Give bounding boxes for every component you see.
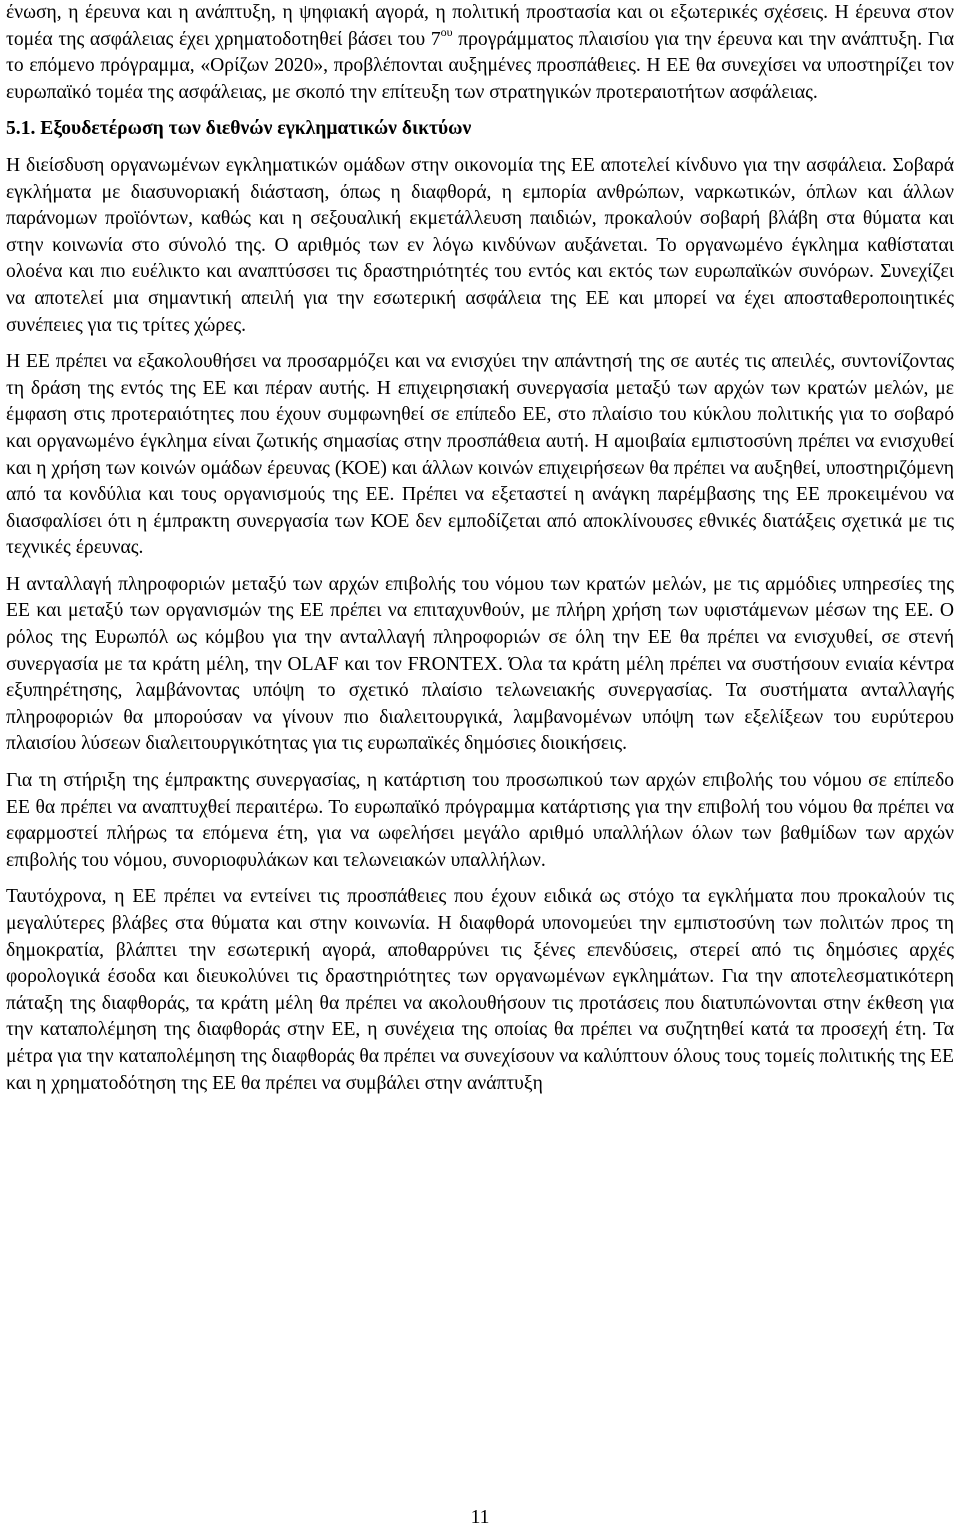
body-paragraph: Για τη στήριξη της έμπρακτης συνεργασίας, η κατάρτιση του προσωπικού των αρχών επιβολής του νόμου σε επίπεδο ΕΕ θα πρέπει να αναπτυχθεί περαιτέρω. Το ευρωπαϊκό πρόγραμμα κατάρτισης για την επιβολή του νόμου θα πρέπει να εφαρμοστεί πλήρως τα επόμενα έτη, για να ωφελήσει μεγάλο αριθμό υπαλλήλων όλων των βαθμίδων των αρχών επιβολής του νόμου, συνοριοφυλάκων και τελωνειακών υπαλλήλων. xyxy=(6,770,954,871)
spacer xyxy=(6,143,954,153)
body-paragraph: Η ανταλλαγή πληροφοριών μεταξύ των αρχών επιβολής του νόμου των κρατών μελών, με τις αρμόδιες υπηρεσίες της ΕΕ και μεταξύ των οργανισμών της ΕΕ πρέπει να επιταχυνθούν, με πλήρη χρήση των υφιστάμενων μέσων της ΕΕ. Ο ρόλος της Ευρωπόλ ως κόμβου για την ανταλλαγή πληροφοριών σε όλη την ΕΕ θα πρέπει να ενισχυθεί, σε στενή συνεργασία με τα κράτη μέλη, την OLAF και τον FRONTEX. Όλα τα κράτη μέλη πρέπει να συστήσουν ενιαία κέντρα εξυπηρέτησης, λαμβάνοντας υπόψη το σχετικό πλαίσιο τελωνειακής συνεργασίας. Τα συστήματα ανταλλαγής πληροφοριών θα μπορούσαν να γίνουν πιο διαλειτουργικά, λαμβανομένων υπόψη των εξελίξεων του ευρύτερου πλαισίου λύσεων διαλειτουργικότητας για τις ευρωπαϊκές δημόσιες διοικήσεις. xyxy=(6,573,954,755)
spacer xyxy=(6,106,954,116)
body-paragraph: Η διείσδυση οργανωμένων εγκληματικών ομάδων στην οικονομία της ΕΕ αποτελεί κίνδυνο για την ασφάλεια. Σοβαρά εγκλήματα με διασυνοριακή διάσταση, όπως η διαφθορά, η εμπορία ανθρώπων, ναρκωτικών, όπλων και άλλων παράνομων προϊόντων, καθώς και η σεξουαλική εκμετάλλευση παιδιών, προκαλούν σοβαρή βλάβη στα θύματα και στην κοινωνία στο σύνολό της. Ο αριθμός των εν λόγω κινδύνων αυξάνεται. Το οργανωμένο έγκλημα καθίσταται ολοένα και πιο ευέλικτο και αναπτύσσει τις δραστηριότητές του εντός και εκτός των ευρωπαϊκών συνόρων. Συνεχίζει να αποτελεί μια σημαντική απειλή για την εσωτερική ασφάλεια της ΕΕ και μπορεί να έχει αποσταθεροποιητικές συνέπειες για τις τρίτες χώρες. xyxy=(6,154,954,336)
intro-text-part1: ένωση, η έρευνα και η ανάπτυξη, η ψηφιακή αγορά, η πολιτική προστασία και οι εξωτερικές σχέσεις. Η έρευνα στον τομέα της ασφάλειας έχει χρηματοδοτηθεί βάσει του 7 xyxy=(6,2,954,50)
body-paragraph: Ταυτόχρονα, η ΕΕ πρέπει να εντείνει τις προσπάθειες που έχουν ειδικά ως στόχο τα εγκλήματα που προκαλούν τις μεγαλύτερες βλάβες στα θύματα και στην κοινωνία. Η διαφθορά υπονομεύει την εμπιστοσύνη των πολιτών προς τη δημοκρατία, βλάπτει την εσωτερική αγορά, αποθαρρύνει τις ξένες επενδύσεις, στερεί από τις δημόσιες αρχές φορολογικά έσοδα και διευκολύνει τις δραστηριότητες των οργανωμένων εγκλημάτων. Για την αποτελεσματικότερη πάταξη της διαφθοράς, τα κράτη μέλη θα πρέπει να ακολουθήσουν τις προτάσεις που διατυπώνονται στην έκθεση για την καταπολέμηση της διαφθοράς στην ΕΕ, η συνέχεια της οποίας θα πρέπει να συζητηθεί κατά τα προσεχή έτη. Τα μέτρα για την καταπολέμηση της διαφθοράς θα πρέπει να συνεχίσουν να καλύπτουν όλους τους τομείς πολιτικής της ΕΕ και η χρηματοδότηση της ΕΕ θα πρέπει να συμβάλει στην ανάπτυξη xyxy=(6,886,954,1094)
spacer xyxy=(6,339,954,349)
section-heading: 5.1. Εξουδετέρωση των διεθνών εγκληματικών δικτύων xyxy=(6,118,472,140)
intro-paragraph xyxy=(6,0,954,106)
body-paragraph: Η ΕΕ πρέπει να εξακολουθήσει να προσαρμόζει και να ενισχύει την απάντησή της σε αυτές τις απειλές, συντονίζοντας τη δράση της εντός της ΕΕ και πέραν αυτής. Η επιχειρησιακή συνεργασία μεταξύ των αρχών των κρατών μελών, με έμφαση στις προτεραιότητες που έχουν συμφωνηθεί σε επίπεδο ΕΕ, στο πλαίσιο του κύκλου πολιτικής για το σοβαρό και οργανωμένο έγκλημα είναι ζωτικής σημασίας στην προσπάθεια αυτή. Η αμοιβαία εμπιστοσύνη πρέπει να ενισχυθεί και η χρήση των κοινών ομάδων έρευνας (ΚΟΕ) και άλλων κοινών επιχειρήσεων θα πρέπει να αυξηθεί, υποστηριζόμενη από τα κονδύλια και τους οργανισμούς της ΕΕ. Πρέπει να εξεταστεί η ανάγκη παρέμβασης της ΕΕ προκειμένου να διασφαλίσει ότι η έμπρακτη συνεργασία των ΚΟΕ δεν εμποδίζεται από αποκλίνουσες εθνικές διατάξεις σχετικά με τις τεχνικές έρευνας. xyxy=(6,351,954,559)
spacer xyxy=(6,562,954,572)
spacer xyxy=(6,874,954,884)
page-number: 11 xyxy=(470,1507,490,1528)
intro-text-part2: προγράμματος πλαισίου για την έρευνα και την ανάπτυξη. Για το επόμενο πρόγραμμα, «Ορίζων 2020», προβλέπονται αυξημένες προσπάθειες. Η ΕΕ θα συνεχίσει να υποστηρίζει τον ευρωπαϊκό τομέα της ασφάλειας, με σκοπό την επίτευξη των στρατηγικών προτεραιοτήτων ασφάλειας. xyxy=(6,28,955,103)
spacer xyxy=(6,758,954,768)
ordinal-superscript: ου xyxy=(440,24,453,39)
document-page xyxy=(6,0,954,1097)
